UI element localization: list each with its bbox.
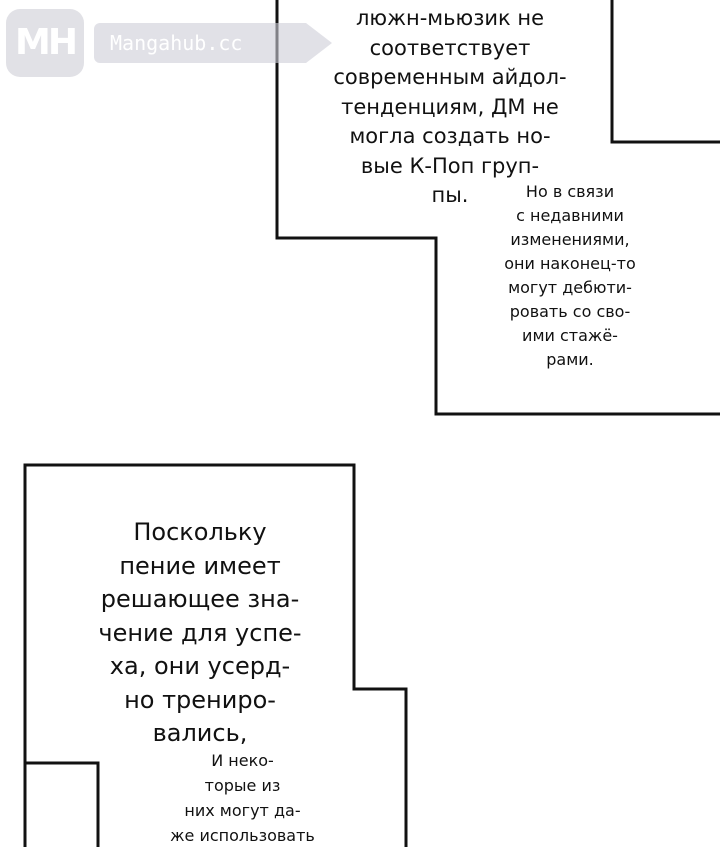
speech-text-top-main: люжн-мьюзик не соответствует современным айдол- тенденциям, ДМ не могла создать но- вые К-Поп груп- пы.	[333, 6, 567, 207]
speech-text-bottom-main: Поскольку пение имеет решающее зна- чение для успе- ха, они усерд- но трениро- вались,	[98, 518, 302, 747]
watermark-site-text: Mangahub.cc	[110, 31, 243, 55]
bottom-inner-border	[25, 763, 98, 847]
watermark	[6, 9, 336, 77]
speech-text-top-small: Но в связи с недавними изменениями, они наконец-то могут дебюти- ровать со сво- ими стажё- рами.	[504, 182, 636, 369]
watermark-logo: MH	[6, 9, 84, 77]
speech-text-bottom-small: И неко- торые из них могут да- же использовать	[170, 751, 315, 845]
